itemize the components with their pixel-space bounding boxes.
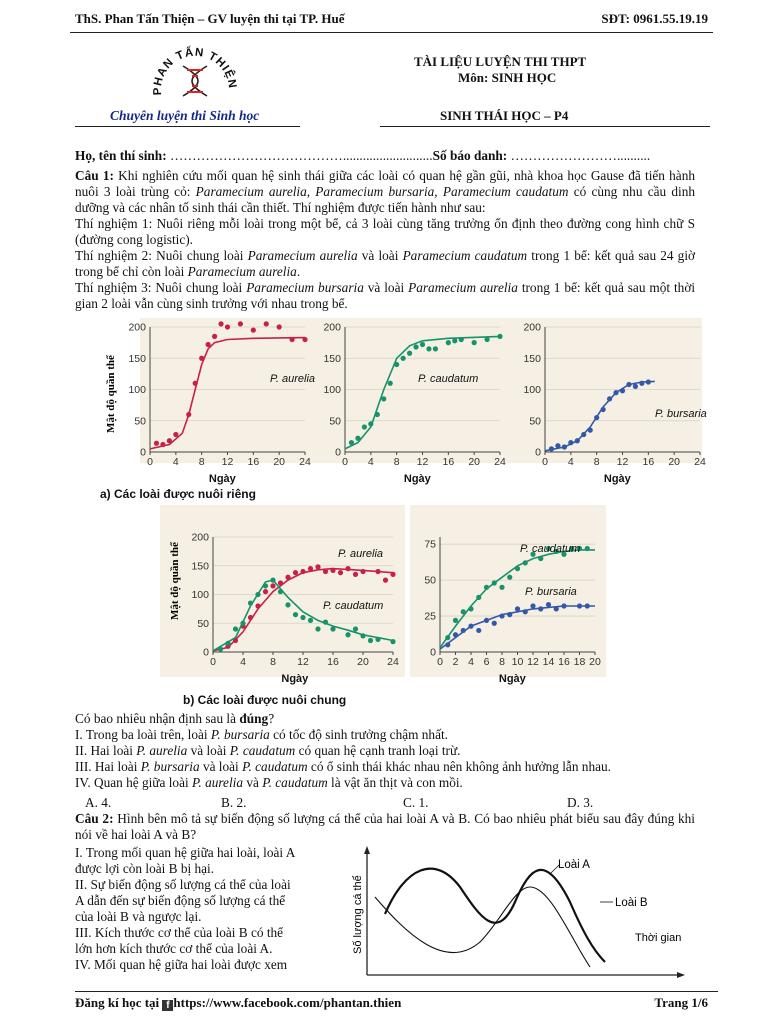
y-tick-label: 100	[191, 589, 209, 601]
data-point	[433, 346, 438, 351]
data-point	[507, 612, 512, 617]
data-point	[562, 444, 567, 449]
data-point	[594, 415, 599, 420]
data-point	[218, 647, 223, 652]
x-axis-label: Ngày	[498, 673, 526, 685]
data-point	[492, 621, 497, 626]
data-point	[476, 595, 481, 600]
x-tick-label: 0	[342, 456, 348, 468]
option-d[interactable]: D. 3.	[567, 795, 594, 810]
divider-right	[380, 126, 710, 127]
divider-left	[75, 126, 300, 127]
data-point	[538, 556, 543, 561]
y-tick-label: 200	[323, 321, 341, 334]
data-point	[225, 324, 230, 329]
y-tick-label: 50	[197, 617, 209, 630]
series-line	[150, 338, 305, 449]
y-tick-label: 200	[128, 321, 146, 334]
x-tick-label: 12	[616, 456, 629, 468]
x-tick-label: 2	[452, 656, 459, 668]
y-tick-label: 150	[128, 352, 146, 365]
data-point	[568, 440, 573, 445]
x-tick-label: 4	[172, 456, 179, 468]
data-point	[452, 338, 457, 343]
data-point	[323, 620, 328, 625]
data-point	[308, 618, 313, 623]
series-b-label: Loài B	[615, 897, 648, 909]
x-tick-label: 0	[147, 456, 153, 468]
data-point	[453, 632, 458, 637]
series-label: P. caudatum	[418, 373, 479, 385]
data-point	[459, 337, 464, 342]
y-tick-label: 50	[329, 415, 341, 428]
y-tick-label: 0	[430, 646, 436, 659]
data-point	[263, 583, 268, 588]
data-point	[375, 569, 380, 574]
student-info: Họ, tên thí sinh: …………………………………...........................Số báo danh: ……………………..........	[75, 148, 651, 163]
header-phone: SĐT: 0961.55.19.19	[601, 11, 708, 26]
y-tick-label: 50	[529, 415, 541, 428]
data-point	[468, 606, 473, 611]
question-2: Câu 2: Hình bên mô tả sự biến động số lượng cá thể của hai loài A và B. Có bao nhiêu phát biểu sau đây đúng khi nói về hai loài A và B?	[75, 811, 695, 842]
x-tick-label: 16	[442, 456, 455, 468]
figure-b-caption: b) Các loài được nuôi chung	[183, 693, 347, 707]
data-point	[173, 432, 178, 437]
chart-p-caudatum-alone	[323, 322, 506, 486]
data-point	[308, 566, 313, 571]
x-axis-label: Ngày	[603, 473, 631, 485]
data-point	[345, 566, 350, 571]
data-point	[626, 382, 631, 387]
data-point	[549, 446, 554, 451]
data-point	[497, 334, 502, 339]
data-point	[167, 438, 172, 443]
series-a-label: Loài A	[558, 859, 590, 871]
y-tick-label: 150	[523, 352, 541, 365]
data-point	[330, 626, 335, 631]
x-tick-label: 12	[297, 656, 309, 668]
x-tick-label: 24	[494, 456, 506, 468]
data-point	[461, 628, 466, 633]
y-tick-label: 100	[323, 384, 341, 396]
x-tick-label: 16	[327, 656, 339, 668]
chart-aurelia-caudatum-together	[191, 532, 399, 686]
data-point	[154, 441, 159, 446]
data-point	[264, 321, 269, 326]
data-point	[300, 569, 305, 574]
series-label: P. aurelia	[270, 373, 316, 385]
data-point	[523, 560, 528, 565]
data-point	[199, 356, 204, 361]
option-b[interactable]: B. 2.	[221, 795, 247, 810]
population-graph	[345, 842, 700, 987]
data-point	[472, 340, 477, 345]
data-point	[270, 583, 275, 588]
data-point	[375, 412, 380, 417]
series-label: P. caudatum	[520, 543, 581, 555]
data-point	[368, 421, 373, 426]
y-tick-label: 0	[140, 446, 146, 459]
data-point	[554, 606, 559, 611]
data-point	[413, 344, 418, 349]
data-point	[401, 356, 406, 361]
data-point	[461, 609, 466, 614]
data-point	[446, 340, 451, 345]
data-point	[225, 641, 230, 646]
data-point	[248, 615, 253, 620]
data-point	[285, 602, 290, 607]
data-point	[515, 606, 520, 611]
data-point	[407, 351, 412, 356]
data-point	[302, 337, 307, 342]
data-point	[278, 589, 283, 594]
x-tick-label: 16	[642, 456, 655, 468]
footer-rule	[75, 991, 718, 992]
series-b-curve	[375, 887, 590, 967]
x-tick-label: 4	[367, 456, 374, 468]
data-point	[426, 346, 431, 351]
figure-b	[150, 502, 610, 700]
chart-p-aurelia-alone	[128, 321, 315, 485]
data-point	[633, 384, 638, 389]
x-tick-label: 0	[210, 656, 216, 668]
x-tick-label: 16	[247, 456, 260, 468]
data-point	[323, 569, 328, 574]
figure-a-caption: a) Các loài được nuôi riêng	[100, 487, 256, 501]
data-point	[289, 337, 294, 342]
data-point	[607, 396, 612, 401]
data-point	[300, 615, 305, 620]
x-tick-label: 24	[694, 456, 706, 468]
subject-label: Môn: SINH HỌC	[458, 70, 557, 85]
graph-ylabel: Số lượng cá thể	[352, 875, 364, 954]
y-tick-label: 200	[523, 321, 541, 334]
data-point	[193, 381, 198, 386]
data-point	[646, 379, 651, 384]
data-point	[285, 575, 290, 580]
x-tick-label: 8	[499, 656, 505, 668]
y-tick-label: 200	[191, 531, 209, 544]
data-point	[601, 407, 606, 412]
data-point	[588, 428, 593, 433]
series-line	[345, 336, 500, 449]
series-a-curve	[385, 869, 605, 962]
data-point	[238, 321, 243, 326]
data-point	[383, 578, 388, 583]
data-point	[278, 580, 283, 585]
x-tick-label: 4	[468, 656, 474, 668]
option-c[interactable]: C. 1.	[403, 795, 429, 810]
figure-a	[100, 315, 710, 490]
y-tick-label: 150	[191, 560, 209, 573]
x-tick-label: 24	[299, 456, 311, 468]
data-point	[420, 342, 425, 347]
data-point	[484, 585, 489, 590]
data-point	[233, 626, 238, 631]
data-point	[362, 424, 367, 429]
x-tick-label: 12	[416, 456, 429, 468]
data-point	[353, 626, 358, 631]
data-point	[315, 564, 320, 569]
topic-label: SINH THÁI HỌC – P4	[440, 108, 569, 123]
data-point	[468, 624, 473, 629]
data-point	[270, 578, 275, 583]
data-point	[639, 381, 644, 386]
data-point	[381, 396, 386, 401]
question-2-statements: I. Trong mối quan hệ giữa hai loài, loài A được lợi còn loài B bị hại. II. Sự biến động số lượng cá thể của loài A dẫn đến sự biến động số lượng cá thể của loài B và ngược lại. III. Kích thước cơ thể của loài B có thể lớn hơn kích thước cơ thể của loài A. IV. Mối quan hệ giữa hai loài được xem	[75, 845, 296, 972]
series-label: P. bursaria	[655, 408, 707, 420]
data-point	[248, 601, 253, 606]
data-point	[388, 381, 393, 386]
data-point	[515, 566, 520, 571]
x-axis-label: Ngày	[208, 473, 236, 485]
x-tick-label: 14	[542, 656, 555, 668]
data-point	[523, 609, 528, 614]
y-tick-label: 0	[335, 446, 341, 459]
data-point	[212, 334, 217, 339]
series-line	[545, 381, 655, 450]
x-tick-label: 24	[387, 656, 399, 668]
data-point	[349, 440, 354, 445]
doc-title: TÀI LIỆU LUYỆN THI THPT	[414, 54, 587, 69]
data-point	[555, 443, 560, 448]
data-point	[546, 602, 551, 607]
data-point	[492, 580, 497, 585]
data-point	[218, 321, 223, 326]
x-tick-label: 20	[668, 456, 681, 468]
data-point	[577, 603, 582, 608]
y-tick-label: 0	[535, 446, 541, 459]
data-point	[375, 637, 380, 642]
question-1: Câu 1: Khi nghiên cứu mối quan hệ sinh thái giữa các loài có quan hệ gần gũi, nhà khoa học Gause đã tiến hành nuôi 3 loài trùng cỏ: Paramecium aurelia, Paramecium bursaria, Paramecium caudatum có cùng nhu cầu dinh dưỡng và các nhân tố sinh thái cần thiết. Thí nghiệm được tiến hành như sau: Thí nghiệm 1: Nuôi riêng mỗi loài trong một bể, cả 3 loài cùng tăng trưởng ổn định theo đường cong hình chữ S (đường cong logistic). Thí nghiệm 2: Nuôi chung loài Paramecium aurelia và loài Paramecium caudatum trong 1 bể: kết quả sau 24 giờ trong bể chỉ còn loài Paramecium aurelia. Thí nghiệm 3: Nuôi chung loài Paramecium bursaria và loài Paramecium aurelia trong 1 bể: kết quả sau một thời gian 2 loài vẫn cùng sinh trưởng với nhau trong bể.	[75, 168, 696, 311]
page-number: Trang 1/6	[654, 995, 708, 1010]
x-tick-label: 20	[589, 656, 601, 668]
y-tick-label: 25	[424, 610, 436, 623]
y-tick-label: 75	[424, 538, 436, 551]
question-1-statements: Có bao nhiêu nhận định sau là đúng? I. Trong ba loài trên, loài P. bursaria có tốc độ sinh trưởng chậm nhất. II. Hai loài P. aurelia và loài P. caudatum có quan hệ cạnh tranh loại trừ. III. Hai loài P. bursaria và loài P. caudatum có ổ sinh thái khác nhau nên không ảnh hưởng lẫn nhau. IV. Quan hệ giữa loài P. aurelia và P. caudatum là vật ăn thịt và con mồi.	[75, 711, 611, 790]
logo-dna-icon	[150, 36, 240, 116]
x-tick-label: 4	[240, 656, 246, 668]
series-label: P. aurelia	[338, 548, 384, 560]
data-point	[499, 585, 504, 590]
data-point	[345, 632, 350, 637]
data-point	[394, 362, 399, 367]
x-tick-label: 12	[527, 656, 539, 668]
tagline: Chuyên luyện thi Sinh học	[110, 108, 260, 123]
data-point	[445, 635, 450, 640]
data-point	[390, 639, 395, 644]
y-tick-label: 50	[424, 574, 436, 587]
x-tick-label: 4	[567, 456, 574, 468]
x-axis-label: Ngày	[403, 473, 431, 485]
data-point	[360, 633, 365, 638]
data-point	[368, 638, 373, 643]
data-point	[293, 612, 298, 617]
data-point	[330, 568, 335, 573]
data-point	[206, 342, 211, 347]
y-tick-label: 50	[134, 415, 146, 428]
header-left: ThS. Phan Tấn Thiện – GV luyện thi tại TP. Huế	[75, 11, 345, 26]
data-point	[445, 642, 450, 647]
x-tick-label: 20	[357, 656, 369, 668]
data-point	[186, 412, 191, 417]
y-tick-label: 0	[203, 646, 209, 659]
x-tick-label: 16	[558, 656, 570, 668]
data-point	[581, 432, 586, 437]
data-point	[240, 621, 245, 626]
data-point	[453, 618, 458, 623]
data-point	[575, 438, 580, 443]
x-tick-label: 8	[393, 456, 400, 468]
x-tick-label: 20	[273, 456, 286, 468]
x-tick-label: 18	[573, 656, 586, 668]
data-point	[255, 592, 260, 597]
data-point	[620, 388, 625, 393]
y-tick-label: 150	[323, 352, 341, 365]
x-tick-label: 8	[270, 656, 276, 668]
footer-link[interactable]: Đăng kí học tại f https://www.facebook.com/phantan.thien	[75, 995, 402, 1011]
figure-a-ylabel: Mật độ quần thể	[105, 355, 117, 433]
data-point	[277, 324, 282, 329]
x-tick-label: 8	[593, 456, 600, 468]
data-point	[338, 570, 343, 575]
chart-caudatum-bursaria-together	[424, 537, 601, 685]
y-tick-label: 100	[128, 384, 146, 396]
x-tick-label: 0	[437, 656, 443, 668]
data-point	[484, 618, 489, 623]
x-tick-label: 20	[468, 456, 481, 468]
data-point	[355, 436, 360, 441]
y-tick-label: 100	[523, 384, 541, 396]
facebook-icon: f	[162, 1000, 173, 1011]
x-tick-label: 8	[198, 456, 205, 468]
data-point	[499, 613, 504, 618]
data-point	[390, 572, 395, 577]
data-point	[538, 606, 543, 611]
x-tick-label: 12	[221, 456, 234, 468]
data-point	[293, 570, 298, 575]
data-point	[251, 328, 256, 333]
data-point	[263, 589, 268, 594]
x-tick-label: 6	[483, 656, 490, 668]
chart-p-bursaria-alone	[523, 322, 706, 486]
data-point	[585, 603, 590, 608]
svg-text:PHAN TẤN THIỆN: PHAN TẤN THIỆN	[151, 46, 239, 96]
data-point	[160, 442, 165, 447]
figure-b-ylabel: Mật độ quần thể	[169, 542, 181, 620]
header-rule	[70, 32, 713, 33]
data-point	[484, 337, 489, 342]
series-label: P. caudatum	[323, 600, 384, 612]
data-point	[315, 626, 320, 631]
data-point	[530, 603, 535, 608]
series-label: P. bursaria	[525, 586, 577, 598]
data-point	[561, 603, 566, 608]
data-point	[476, 628, 481, 633]
data-point	[353, 572, 358, 577]
graph-xlabel: Thời gian	[635, 932, 682, 944]
data-point	[255, 603, 260, 608]
x-tick-label: 0	[542, 456, 548, 468]
option-a[interactable]: A. 4.	[85, 795, 112, 810]
data-point	[507, 575, 512, 580]
data-point	[585, 546, 590, 551]
x-axis-label: Ngày	[281, 673, 309, 685]
data-point	[613, 390, 618, 395]
data-point	[360, 569, 365, 574]
x-tick-label: 10	[511, 656, 524, 668]
